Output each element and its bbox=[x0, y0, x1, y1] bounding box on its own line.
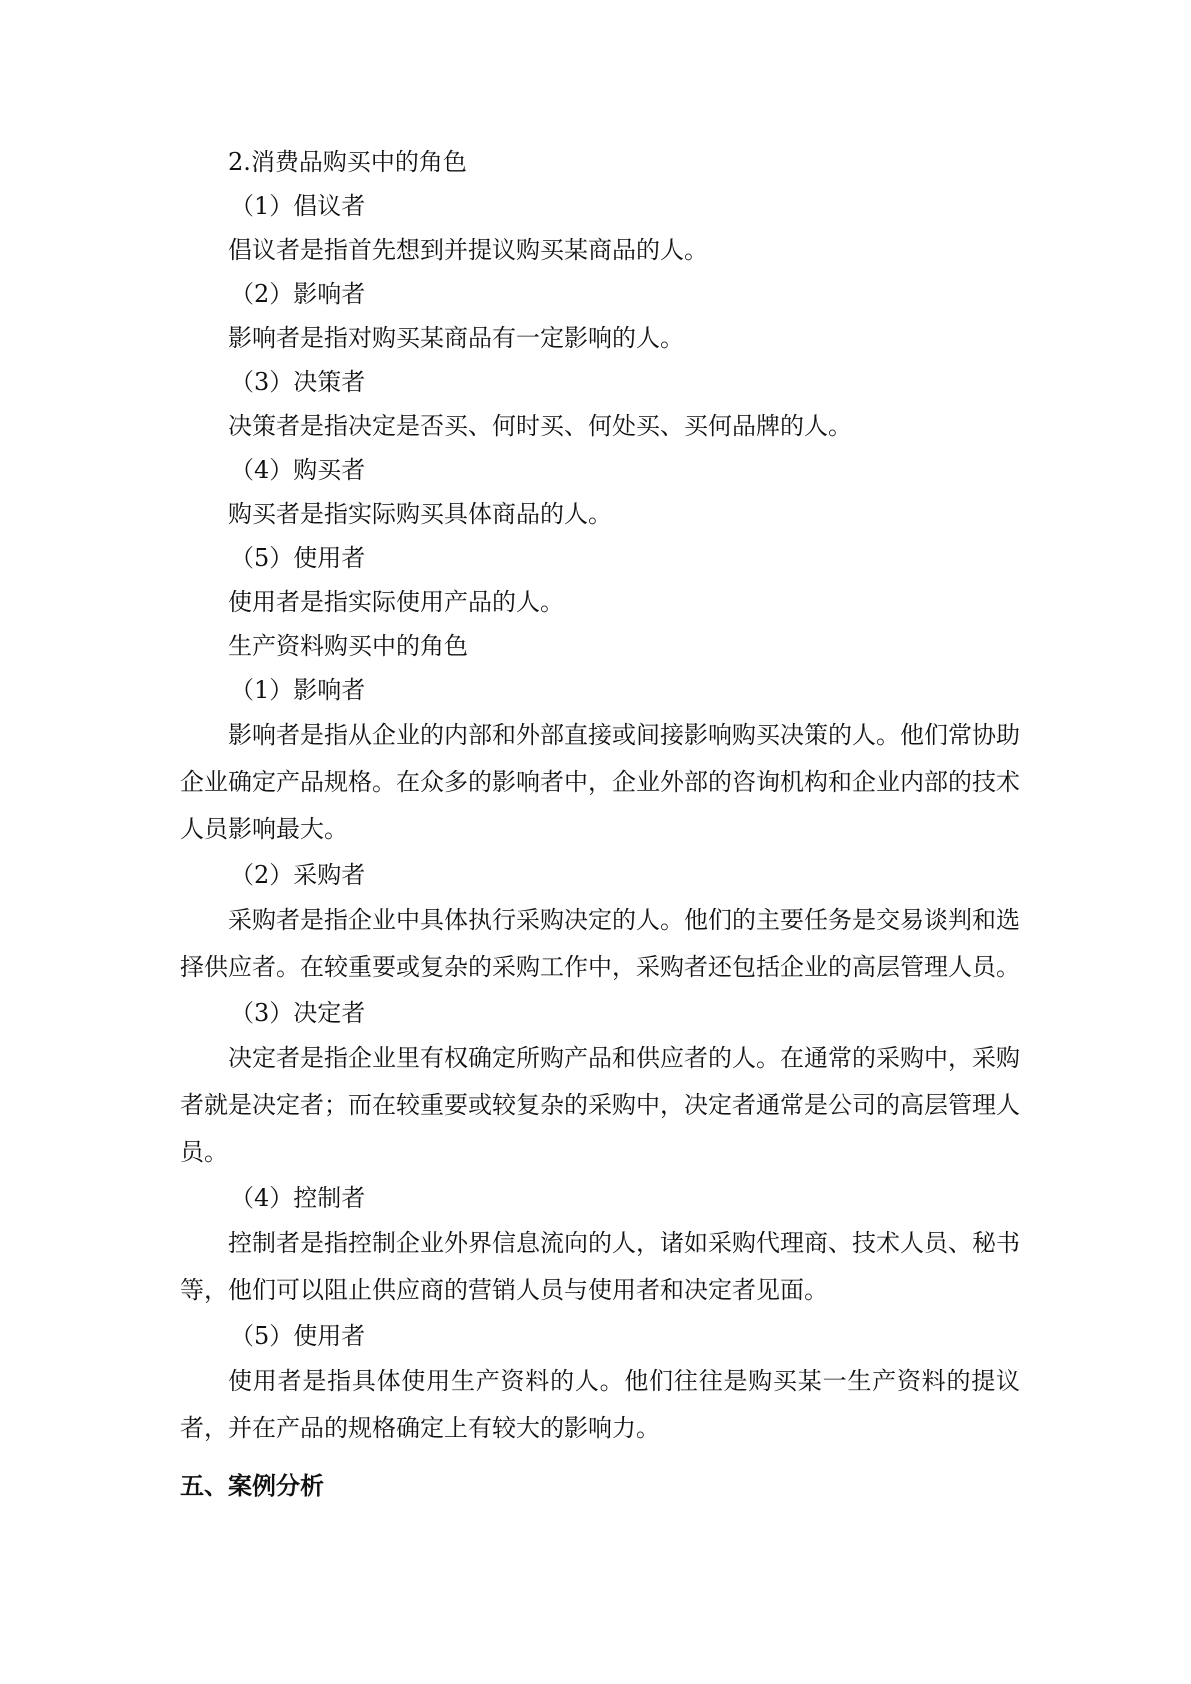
section-heading-case-study: 五、案例分析 bbox=[180, 1472, 324, 1500]
role-desc-initiator: 倡议者是指首先想到并提议购买某商品的人。 bbox=[228, 236, 708, 264]
role-label-initiator: （1）倡议者 bbox=[230, 192, 366, 220]
document-body bbox=[180, 140, 1020, 1510]
role-label-buyer: （4）购买者 bbox=[230, 456, 366, 484]
industrial-label-purchaser: （2）采购者 bbox=[230, 861, 366, 889]
industrial-desc-gatekeeper: 控制者是指控制企业外界信息流向的人，诸如采购代理商、技术人员、秘书等，他们可以阻止供应商的营销人员与使用者和决定者见面。 bbox=[180, 1229, 1020, 1304]
role-label-user: （5）使用者 bbox=[230, 544, 366, 572]
role-label-decider: （3）决策者 bbox=[230, 368, 366, 396]
industrial-desc-purchaser: 采购者是指企业中具体执行采购决定的人。他们的主要任务是交易谈判和选择供应者。在较重要或复杂的采购工作中，采购者还包括企业的高层管理人员。 bbox=[180, 906, 1020, 981]
industrial-label-user: （5）使用者 bbox=[230, 1322, 366, 1350]
industrial-label-influencer: （1）影响者 bbox=[230, 676, 366, 704]
industrial-desc-decider: 决定者是指企业里有权确定所购产品和供应者的人。在通常的采购中，采购者就是决定者；而在较重要或较复杂的采购中，决定者通常是公司的高层管理人员。 bbox=[180, 1044, 1020, 1166]
industrial-label-decider: （3）决定者 bbox=[230, 999, 366, 1027]
role-desc-buyer: 购买者是指实际购买具体商品的人。 bbox=[228, 500, 612, 528]
role-desc-decider: 决策者是指决定是否买、何时买、何处买、买何品牌的人。 bbox=[228, 412, 852, 440]
role-desc-user: 使用者是指实际使用产品的人。 bbox=[228, 588, 564, 616]
industrial-label-gatekeeper: （4）控制者 bbox=[230, 1184, 366, 1212]
industrial-desc-user: 使用者是指具体使用生产资料的人。他们往往是购买某一生产资料的提议者，并在产品的规格确定上有较大的影响力。 bbox=[180, 1367, 1020, 1442]
role-label-influencer: （2）影响者 bbox=[230, 280, 366, 308]
section-title-industrial: 生产资料购买中的角色 bbox=[228, 632, 468, 660]
role-desc-influencer: 影响者是指对购买某商品有一定影响的人。 bbox=[228, 324, 684, 352]
section-title-consumer: 2.消费品购买中的角色 bbox=[228, 148, 467, 176]
industrial-desc-influencer: 影响者是指从企业的内部和外部直接或间接影响购买决策的人。他们常协助企业确定产品规格。在众多的影响者中，企业外部的咨询机构和企业内部的技术人员影响最大。 bbox=[180, 721, 1020, 843]
